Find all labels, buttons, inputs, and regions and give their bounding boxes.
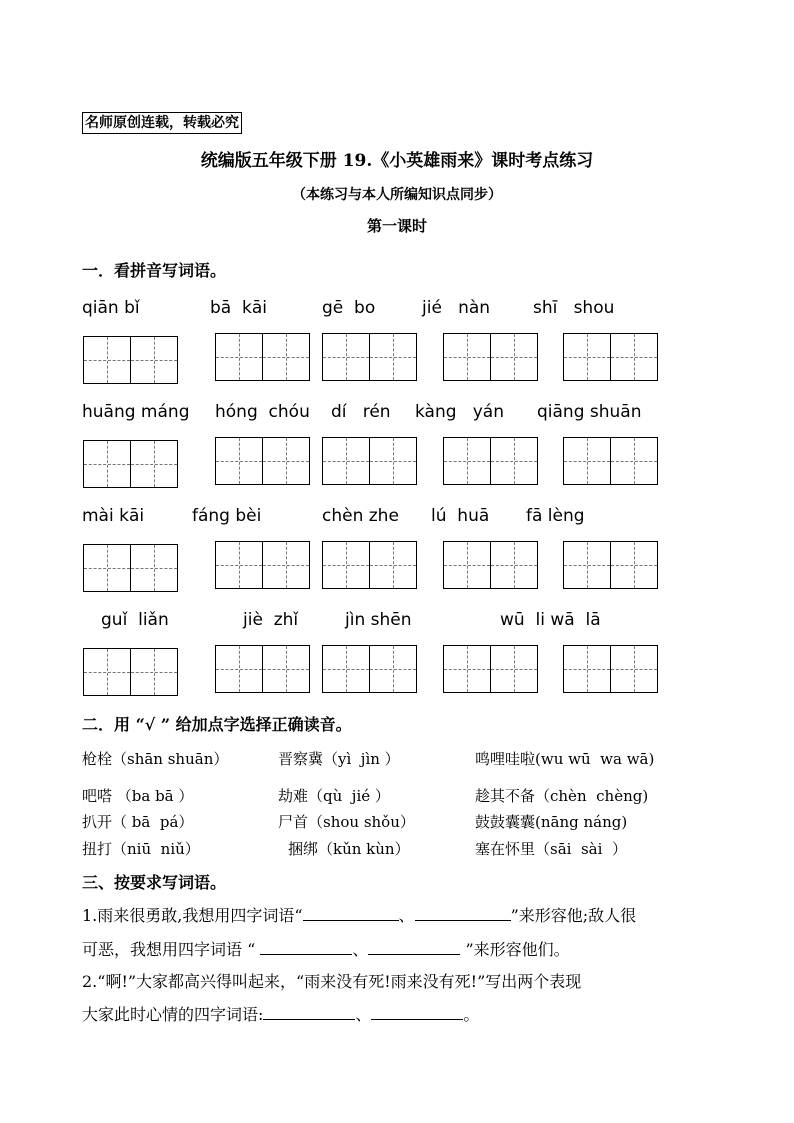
- answer-grid[interactable]: [83, 648, 177, 695]
- question-2-line-1: 2.“啊!”大家都高兴得叫起来，“雨来没有死!雨来没有死!”写出两个表现: [82, 972, 582, 991]
- pinyin-label: fáng bèi: [192, 506, 262, 526]
- answer-grid[interactable]: [443, 541, 537, 588]
- answer-grid[interactable]: [322, 541, 416, 588]
- answer-grid[interactable]: [322, 645, 416, 692]
- pinyin-label: qiāng shuān: [537, 402, 642, 422]
- question-1-line-1: 1.雨来很勇敢,我想用四字词语“ 、 ”来形容他;敌人很: [82, 906, 637, 925]
- pinyin-label: fā lèng: [526, 506, 585, 526]
- answer-grid[interactable]: [83, 544, 177, 591]
- page-subtitle: （本练习与本人所编知识点同步）: [292, 187, 502, 203]
- page-title: 统编版五年级下册 19.《小英雄雨来》课时考点练习: [200, 151, 594, 171]
- answer-blank[interactable]: [368, 953, 460, 955]
- answer-grid[interactable]: [215, 437, 309, 484]
- reading-choice[interactable]: 吧嗒 （ba bā ）: [82, 787, 194, 805]
- answer-blank[interactable]: [415, 919, 511, 921]
- reading-choice[interactable]: 枪栓（shān shuān）: [82, 750, 229, 768]
- reading-choice[interactable]: 趁其不备（chèn chèng): [475, 787, 649, 805]
- answer-grid[interactable]: [83, 440, 177, 487]
- answer-grid[interactable]: [563, 333, 657, 380]
- pinyin-label: gē bo: [322, 298, 376, 318]
- answer-blank[interactable]: [260, 953, 352, 955]
- pinyin-label: chèn zhe: [322, 506, 399, 526]
- answer-blank[interactable]: [263, 1018, 355, 1020]
- reading-choice[interactable]: 鼓鼓囊囊(nāng náng): [475, 813, 628, 831]
- answer-grid[interactable]: [563, 437, 657, 484]
- answer-grid[interactable]: [443, 437, 537, 484]
- answer-grid[interactable]: [443, 645, 537, 692]
- section1-heading: 一．看拼音写词语。: [82, 261, 227, 280]
- answer-blank[interactable]: [303, 919, 399, 921]
- reading-choice[interactable]: 劫难（qù jié ）: [278, 787, 390, 805]
- pinyin-label: jìn shēn: [345, 610, 412, 630]
- pinyin-label: jiè zhǐ: [243, 610, 299, 630]
- reading-choice[interactable]: 扒开（ bā pá）: [82, 813, 194, 831]
- reading-choice[interactable]: 塞在怀里（sāi sài ）: [475, 840, 627, 858]
- answer-grid[interactable]: [215, 333, 309, 380]
- pinyin-label: kàng yán: [415, 402, 504, 422]
- reading-choice[interactable]: 捆绑（kǔn kùn）: [288, 840, 410, 858]
- pinyin-label: mài kāi: [82, 506, 145, 526]
- lesson-label: 第一课时: [366, 217, 427, 235]
- section3-heading: 三、按要求写词语。: [82, 873, 227, 892]
- pinyin-label: qiān bǐ: [82, 298, 140, 318]
- section2-heading: 二．用 “√ ” 给加点字选择正确读音。: [82, 715, 352, 734]
- copyright-stamp: 名师原创连载，转载必究: [82, 112, 242, 134]
- pinyin-label: lú huā: [431, 506, 490, 526]
- answer-grid[interactable]: [215, 541, 309, 588]
- pinyin-label: dí rén: [331, 402, 391, 422]
- pinyin-label: hóng chóu: [215, 402, 310, 422]
- pinyin-label: shī shou: [533, 298, 615, 318]
- pinyin-label: huāng máng: [82, 402, 190, 422]
- answer-grid[interactable]: [83, 336, 177, 383]
- pinyin-label: wū li wā lā: [500, 610, 601, 630]
- answer-grid[interactable]: [215, 645, 309, 692]
- question-2-line-2: 大家此时心情的四字词语: 、 。: [82, 1005, 480, 1024]
- reading-choice[interactable]: 晋察冀（yì jìn ）: [278, 750, 400, 768]
- pinyin-label: guǐ liǎn: [101, 610, 169, 630]
- answer-grid[interactable]: [563, 645, 657, 692]
- answer-blank[interactable]: [371, 1018, 463, 1020]
- answer-grid[interactable]: [322, 437, 416, 484]
- answer-grid[interactable]: [443, 333, 537, 380]
- reading-choice[interactable]: 扭打（niū niǔ）: [82, 840, 200, 858]
- question-1-line-2: 可恶，我想用四字词语 “ 、 ”来形容他们。: [82, 940, 570, 959]
- reading-choice[interactable]: 尸首（shou shǒu）: [278, 813, 415, 831]
- answer-grid[interactable]: [322, 333, 416, 380]
- pinyin-label: jié nàn: [422, 298, 491, 318]
- answer-grid[interactable]: [563, 541, 657, 588]
- pinyin-label: bā kāi: [210, 298, 268, 318]
- reading-choice[interactable]: 鸣哩哇啦(wu wū wa wā): [475, 750, 655, 768]
